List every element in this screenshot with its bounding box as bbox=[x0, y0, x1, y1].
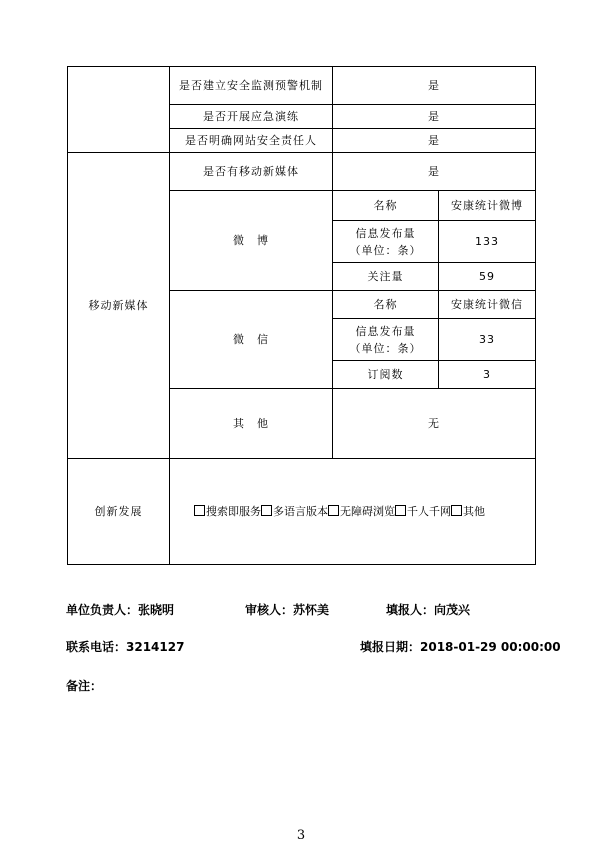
innovation-options bbox=[170, 459, 536, 565]
wechat-sub-label: 订阅数 bbox=[333, 361, 439, 389]
drill-value: 是 bbox=[333, 105, 536, 129]
wechat-count-unit: （单位：条） bbox=[349, 341, 422, 355]
weibo-name-value: 安康统计微博 bbox=[439, 191, 536, 221]
wechat-label: 微 信 bbox=[170, 291, 333, 389]
option-accessible[interactable]: 无障碍浏览 bbox=[328, 505, 395, 518]
weibo-count-value: 133 bbox=[439, 221, 536, 263]
weibo-count-title: 信息发布量 bbox=[355, 226, 416, 240]
wechat-count-label bbox=[333, 319, 439, 361]
weibo-follow-label: 关注量 bbox=[333, 263, 439, 291]
other-label: 其 他 bbox=[170, 389, 333, 459]
weibo-name-label: 名称 bbox=[333, 191, 439, 221]
wechat-name-value: 安康统计微信 bbox=[439, 291, 536, 319]
checkbox-icon[interactable] bbox=[395, 505, 406, 516]
note-label: 备注： bbox=[66, 679, 103, 693]
mobile-has-label: 是否有移动新媒体 bbox=[170, 153, 333, 191]
report-table bbox=[67, 66, 536, 565]
wechat-count-value: 33 bbox=[439, 319, 536, 361]
option-other[interactable]: 其他 bbox=[451, 505, 485, 518]
checkbox-icon[interactable] bbox=[194, 505, 205, 516]
monitoring-label: 是否建立安全监测预警机制 bbox=[170, 67, 333, 105]
wechat-name-label: 名称 bbox=[333, 291, 439, 319]
option-multilingual[interactable]: 多语言版本 bbox=[261, 505, 328, 518]
wechat-count-title: 信息发布量 bbox=[355, 324, 416, 338]
drill-label: 是否开展应急演练 bbox=[170, 105, 333, 129]
other-value: 无 bbox=[333, 389, 536, 459]
innovation-label: 创新发展 bbox=[68, 459, 170, 565]
option-personalized[interactable]: 千人千网 bbox=[395, 505, 451, 518]
reviewer: 审核人：苏怀美 bbox=[245, 603, 330, 617]
weibo-count-unit: （单位：条） bbox=[349, 243, 422, 257]
mobile-has-value: 是 bbox=[333, 153, 536, 191]
filler: 填报人：向茂兴 bbox=[386, 603, 471, 617]
fill-date: 填报日期：2018-01-29 00:00:00 bbox=[360, 640, 561, 654]
option-search-service[interactable]: 搜索即服务 bbox=[194, 505, 261, 518]
checkbox-icon[interactable] bbox=[261, 505, 272, 516]
weibo-follow-value: 59 bbox=[439, 263, 536, 291]
weibo-label: 微 博 bbox=[170, 191, 333, 291]
mobile-section-label: 移动新媒体 bbox=[68, 153, 170, 459]
owner-label: 是否明确网站安全责任人 bbox=[170, 129, 333, 153]
weibo-count-label bbox=[333, 221, 439, 263]
contact-phone: 联系电话：3214127 bbox=[66, 640, 185, 654]
security-section-cell bbox=[68, 67, 170, 153]
wechat-sub-value: 3 bbox=[439, 361, 536, 389]
checkbox-icon[interactable] bbox=[328, 505, 339, 516]
checkbox-icon[interactable] bbox=[451, 505, 462, 516]
page-number: 3 bbox=[296, 828, 306, 843]
owner-value: 是 bbox=[333, 129, 536, 153]
monitoring-value: 是 bbox=[333, 67, 536, 105]
unit-head: 单位负责人：张晓明 bbox=[66, 603, 175, 617]
